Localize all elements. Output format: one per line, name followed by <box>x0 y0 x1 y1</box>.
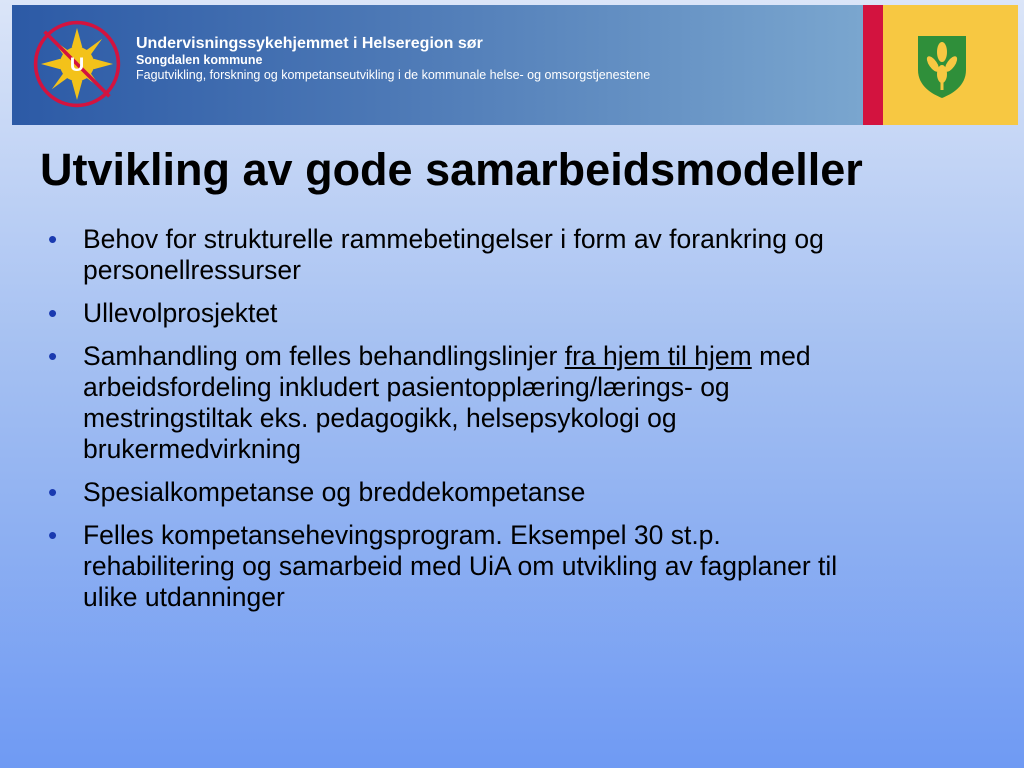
bullet-marker: • <box>48 298 58 328</box>
bullet-text: Spesialkompetanse og breddekompetanse <box>83 477 586 507</box>
bullet-item <box>46 298 866 329</box>
bullet-marker: • <box>48 341 58 371</box>
header-text <box>136 34 650 83</box>
bullet-item <box>46 477 866 508</box>
red-stripe <box>863 5 883 125</box>
bullet-marker: • <box>48 520 58 550</box>
bullet-text-end: med arbeidsfordeling inkludert pasientopplæring/lærings- og mestringstiltak eks. pedagogikk, helsepsykologi og brukermedvirkning <box>83 341 811 464</box>
bullet-item <box>46 341 866 465</box>
header-title: Undervisningssykehjemmet i Helseregion sør <box>136 35 483 52</box>
bullet-text: Felles kompetansehevingsprogram. Eksempel 30 st.p. rehabilitering og samarbeid med UiA om utvikling av fagplaner til ulike utdanninger <box>83 520 838 612</box>
bullet-marker: • <box>48 224 58 254</box>
header-description: Fagutvikling, forskning og kompetanseutvikling i de kommunale helse- og omsorgstjenestene <box>136 68 651 83</box>
header-banner <box>12 5 863 125</box>
bullet-item <box>46 224 866 286</box>
logo-letter: U <box>69 54 85 77</box>
bullet-list <box>46 224 866 625</box>
bullet-text: Behov for strukturelle rammebetingelser i form av forankring og personellressurser <box>83 224 824 285</box>
slide-title: Utvikling av gode samarbeidsmodeller <box>40 144 863 195</box>
bullet-text-start: Samhandling om felles behandlingslinjer <box>83 341 565 371</box>
bullet-text: Ullevolprosjektet <box>83 298 278 328</box>
underlined-phrase-link[interactable]: fra hjem til hjem <box>564 341 752 371</box>
bullet-item <box>46 520 866 613</box>
municipal-crest-icon <box>916 34 968 100</box>
bullet-marker: • <box>48 477 58 507</box>
sun-logo-icon <box>32 19 122 109</box>
header-subtitle: Songdalen kommune <box>136 53 263 68</box>
